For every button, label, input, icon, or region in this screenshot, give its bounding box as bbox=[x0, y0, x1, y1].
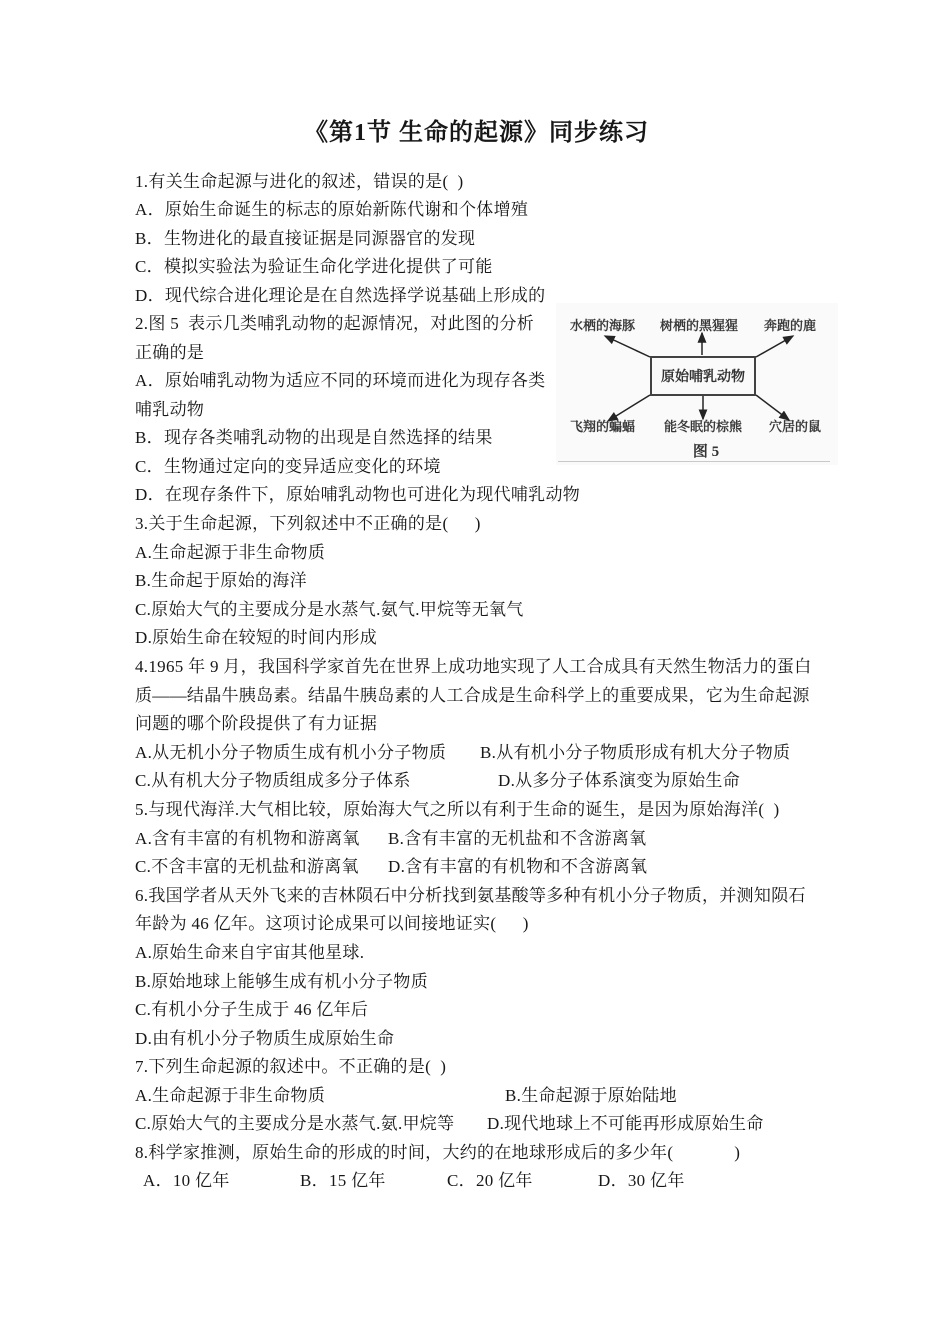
q4-option-b: B.从有机小分子物质形成有机大分子物质 bbox=[480, 743, 791, 762]
q4-option-c: C.从有机大分子物质组成多分子体系 bbox=[135, 771, 411, 790]
q5-stem: 5.与现代海洋.大气相比较，原始海大气之所以有利于生命的诞生，是因为原始海洋( ) bbox=[135, 800, 780, 819]
arrow-top-right bbox=[756, 336, 793, 357]
q1-option-b: B．生物进化的最直接证据是同源器官的发现 bbox=[135, 229, 476, 248]
q8-option-b: B．15 亿年 bbox=[300, 1171, 386, 1190]
figure-label-flying-bat: 飞翔的蝙蝠 bbox=[570, 419, 636, 434]
figure-bottom-divider bbox=[558, 461, 830, 462]
q6-option-b: B.原始地球上能够生成有机小分子物质 bbox=[135, 972, 428, 991]
figure-5-mammal-origins-diagram bbox=[556, 303, 838, 465]
q6-stem-line2: 年龄为 46 亿年。这项讨论成果可以间接地证实( ) bbox=[135, 914, 529, 933]
q5-option-b: B.含有丰富的无机盐和不含游离氧 bbox=[388, 829, 647, 848]
q7-option-b: B.生命起源于原始陆地 bbox=[505, 1086, 677, 1105]
q2-option-c: C．生物通过定向的变异适应变化的环境 bbox=[135, 457, 441, 476]
figure-label-hibernating-bear: 能冬眠的棕熊 bbox=[664, 419, 743, 434]
q1-stem: 1.有关生命起源与进化的叙述，错误的是( ) bbox=[135, 172, 464, 191]
page-title: 《第1节 生命的起源》同步练习 bbox=[304, 120, 649, 146]
q7-option-a: A.生命起源于非生命物质 bbox=[135, 1086, 326, 1105]
q3-option-d: D.原始生命在较短的时间内形成 bbox=[135, 628, 378, 647]
q2-option-b: B．现存各类哺乳动物的出现是自然选择的结果 bbox=[135, 428, 493, 447]
q7-stem: 7.下列生命起源的叙述中。不正确的是( ) bbox=[135, 1057, 447, 1076]
q8-stem: 8.科学家推测，原始生命的形成的时间，大约的在地球形成后的多少年( ) bbox=[135, 1143, 741, 1162]
q4-stem-line2: 质——结晶牛胰岛素。结晶牛胰岛素的人工合成是生命科学上的重要成果，它为生命起源 bbox=[135, 686, 810, 705]
q5-option-a: A.含有丰富的有机物和游离氧 bbox=[135, 829, 360, 848]
q2-option-a-line1: A．原始哺乳动物为适应不同的环境而进化为现存各类 bbox=[135, 371, 546, 390]
q8-option-c: C．20 亿年 bbox=[447, 1171, 533, 1190]
q5-option-c: C.不含丰富的无机盐和游离氧 bbox=[135, 857, 359, 876]
q2-option-a-line2: 哺乳动物 bbox=[135, 400, 205, 419]
q3-option-a: A.生命起源于非生命物质 bbox=[135, 543, 326, 562]
q2-stem-line2: 正确的是 bbox=[135, 343, 205, 362]
q2-stem-line1: 2.图 5 表示几类哺乳动物的起源情况，对此图的分析 bbox=[135, 314, 535, 333]
q8-option-d: D．30 亿年 bbox=[598, 1171, 685, 1190]
figure-label-tree-chimpanzee: 树栖的黑猩猩 bbox=[660, 318, 739, 333]
figure-label-aquatic-dolphin: 水栖的海豚 bbox=[570, 318, 636, 333]
q6-option-d: D.由有机小分子物质生成原始生命 bbox=[135, 1029, 395, 1048]
q6-option-a: A.原始生命来自宇宙其他星球. bbox=[135, 943, 365, 962]
q4-stem-line3: 问题的哪个阶段提供了有力证据 bbox=[135, 714, 378, 733]
arrow-top-left bbox=[605, 336, 650, 357]
q6-stem-line1: 6.我国学者从天外飞来的吉林陨石中分析找到氨基酸等多种有机小分子物质，并测知陨石 bbox=[135, 886, 806, 905]
figure-label-burrowing-mouse: 穴居的鼠 bbox=[769, 419, 822, 434]
q3-option-c: C.原始大气的主要成分是水蒸气.氨气.甲烷等无氧气 bbox=[135, 600, 524, 619]
q3-option-b: B.生命起于原始的海洋 bbox=[135, 571, 307, 590]
figure-box-primitive-mammals: 原始哺乳动物 bbox=[650, 356, 756, 396]
figure-label-running-deer: 奔跑的鹿 bbox=[764, 318, 817, 333]
q7-option-c: C.原始大气的主要成分是水蒸气.氨.甲烷等 bbox=[135, 1114, 455, 1133]
q4-stem-line1: 4.1965 年 9 月，我国科学家首先在世界上成功地实现了人工合成具有天然生物活力的蛋白 bbox=[135, 657, 812, 676]
q7-option-d: D.现代地球上不可能再形成原始生命 bbox=[487, 1114, 764, 1133]
q5-option-d: D.含有丰富的有机物和不含游离氧 bbox=[388, 857, 648, 876]
q4-option-a: A.从无机小分子物质生成有机小分子物质 bbox=[135, 743, 447, 762]
q2-option-d: D．在现存条件下，原始哺乳动物也可进化为现代哺乳动物 bbox=[135, 485, 581, 504]
q4-option-d: D.从多分子体系演变为原始生命 bbox=[498, 771, 741, 790]
q8-option-a: A．10 亿年 bbox=[143, 1171, 230, 1190]
q3-stem: 3.关于生命起源，下列叙述中不正确的是( ) bbox=[135, 514, 481, 533]
q6-option-c: C.有机小分子生成于 46 亿年后 bbox=[135, 1000, 369, 1019]
figure-caption: 图 5 bbox=[692, 444, 720, 460]
q1-option-c: C．模拟实验法为验证生命化学进化提供了可能 bbox=[135, 257, 493, 276]
q1-option-d: D．现代综合进化理论是在自然选择学说基础上形成的 bbox=[135, 286, 546, 305]
q1-option-a: A．原始生命诞生的标志的原始新陈代谢和个体增殖 bbox=[135, 200, 529, 219]
